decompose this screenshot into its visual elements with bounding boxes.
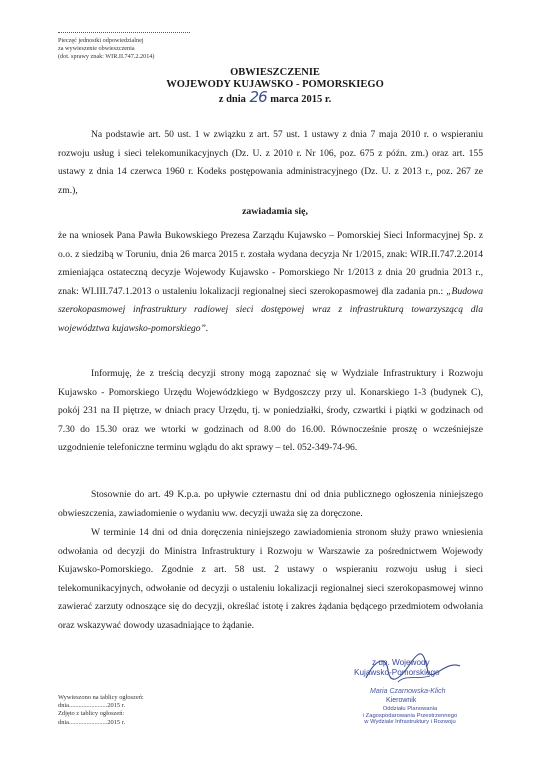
document-title: OBWIESZCZENIE	[230, 67, 320, 78]
signatory-role: Kierownik	[386, 697, 417, 704]
posted-date: dnia........................2015 r.	[58, 702, 126, 710]
document-subtitle: WOJEWODY KUJAWSKO - POMORSKIEGO	[166, 79, 384, 90]
department-line-2: i Zagospodarowania Przestrzennego	[362, 712, 458, 719]
stamp-line-2: za wywieszenie obwieszczenia	[58, 45, 135, 52]
document-date	[0, 88, 550, 106]
posted-label: Wywieszono na tablicy ogłoszeń:	[58, 694, 144, 701]
signatory-department	[330, 706, 490, 726]
project-name: „Budowa szerokopasmowej infrastruktury radiowej sieci dostępowej wraz z infrastrukturą towarzyszącą dla województwa kujawsko-pomorskiego”.	[58, 285, 483, 334]
access-info-paragraph: Informuję, że z treścią decyzji strony mogą zapoznać się w Wydziale Infrastruktury i Rozwoju Kujawsko - Pomorskiego Urzędu Wojewódzkiego w Bydgoszczy przy ul. Konarskiego 1-3 (budynek C), pokój 231 na II piętrze, w dniach pracy Urzędu, tj. w poniedziałki, środy, czwartki i piątki w godzinach od 7.30 do 15.30 oraz we wtorki w godzinach od 8.00 do 16.00. Równocześnie proszę o wcześniejsze uzgodnienie telefoniczne terminu wglądu do akt sprawy – tel. 052-349-74-96.	[58, 368, 483, 454]
removed-label: Zdjęto z tablicy ogłoszeń:	[58, 710, 125, 718]
handwritten-signature-icon	[358, 652, 468, 690]
removed-date: dnia........................2015 r.	[58, 718, 126, 726]
appeal-paragraph: W terminie 14 dni od dnia doręczenia niniejszego zawiadomienia stronom służy prawo wniesienia odwołania od decyzji do Ministra Infrastruktury i Rozwoju w Warszawie za pośrednictwem Wojewody Kujawsko-Pomorskiego. Zgodnie z art. 58 ust. 2 ustawy o wspieraniu rozwoju usług i sieci telekomunikacyjnych, odwołanie od decyzji o ustaleniu lokalizacji regionalnej sieci szerokopasmowej winno zawierać zarzuty odnoszące się do decyzji, określać istotę i zakres żądania będącego przedmiotem odwołania oraz wskazywać dowody uzasadniające to żądanie.	[58, 527, 483, 631]
handwritten-day: 26	[249, 88, 267, 106]
legal-basis-paragraph: Na podstawie art. 50 ust. 1 w związku z art. 57 ust. 1 ustawy z dnia 7 maja 2010 r. o wspieraniu rozwoju usług i sieci telekomunikacyjnych (Dz. U. z 2010 r. Nr 106, poz. 675 z późn. zm.) oraz art. 155 ustawy z dnia 14 czerwca 1960 r. Kodeks postępowania administracyjnego (Dz. U. z 2013 r., poz. 267 ze zm.),	[58, 129, 483, 196]
stamp-line-3: (dot. sprawy znak: WIR.II.747.2.2014)	[58, 53, 155, 60]
signature-authority-line-1: z up. Wojewody	[372, 658, 430, 667]
official-signature-stamp	[310, 652, 490, 752]
notice-heading: zawiadamia się,	[242, 206, 308, 217]
date-prefix: z dnia	[218, 94, 246, 105]
decision-paragraph	[58, 227, 483, 339]
department-line-3: w Wydziale Infrastruktury i Rozwoju	[364, 719, 456, 726]
decision-text: że na wniosek Pana Pawła Bukowskiego Prezesa Zarządu Kujawsko – Pomorskiej Sieci Informacyjnej Sp. z o.o. z siedzibą w Toruniu, dnia 26 marca 2015 r. została wydana decyzja Nr 1/2015, znak: WIR.II.747.2.2014 zmieniająca ostateczną decyzje Wojewody Kujawsko - Pomorskiego Nr 1/2013 z dnia 20 grudnia 2013 r., znak: WI.III.747.1.2013 o ustaleniu lokalizacji regionalnej sieci szerokopasmowej dla zadania pn.:	[58, 230, 483, 297]
date-suffix: marca 2015 r.	[270, 94, 332, 105]
signature-authority-line-2: Kujawsko-Pomorskiego	[354, 668, 440, 677]
document-header	[0, 67, 550, 106]
signatory-name: Maria Czarnowska-Klich	[370, 688, 446, 695]
department-line-1: Oddziału Planowania	[382, 706, 438, 712]
responsible-unit-stamp	[58, 32, 190, 61]
delivery-paragraph: Stosownie do art. 49 K.p.a. po upływie czternastu dni od dnia publicznego ogłoszenia niniejszego obwieszczenia, zawiadomienie o wydaniu ww. decyzji uważa się za doręczone.	[58, 489, 483, 519]
notice-board-footer	[58, 694, 178, 727]
stamp-line-1: Pieczęć jednostki odpowiedzialnej	[58, 37, 144, 44]
